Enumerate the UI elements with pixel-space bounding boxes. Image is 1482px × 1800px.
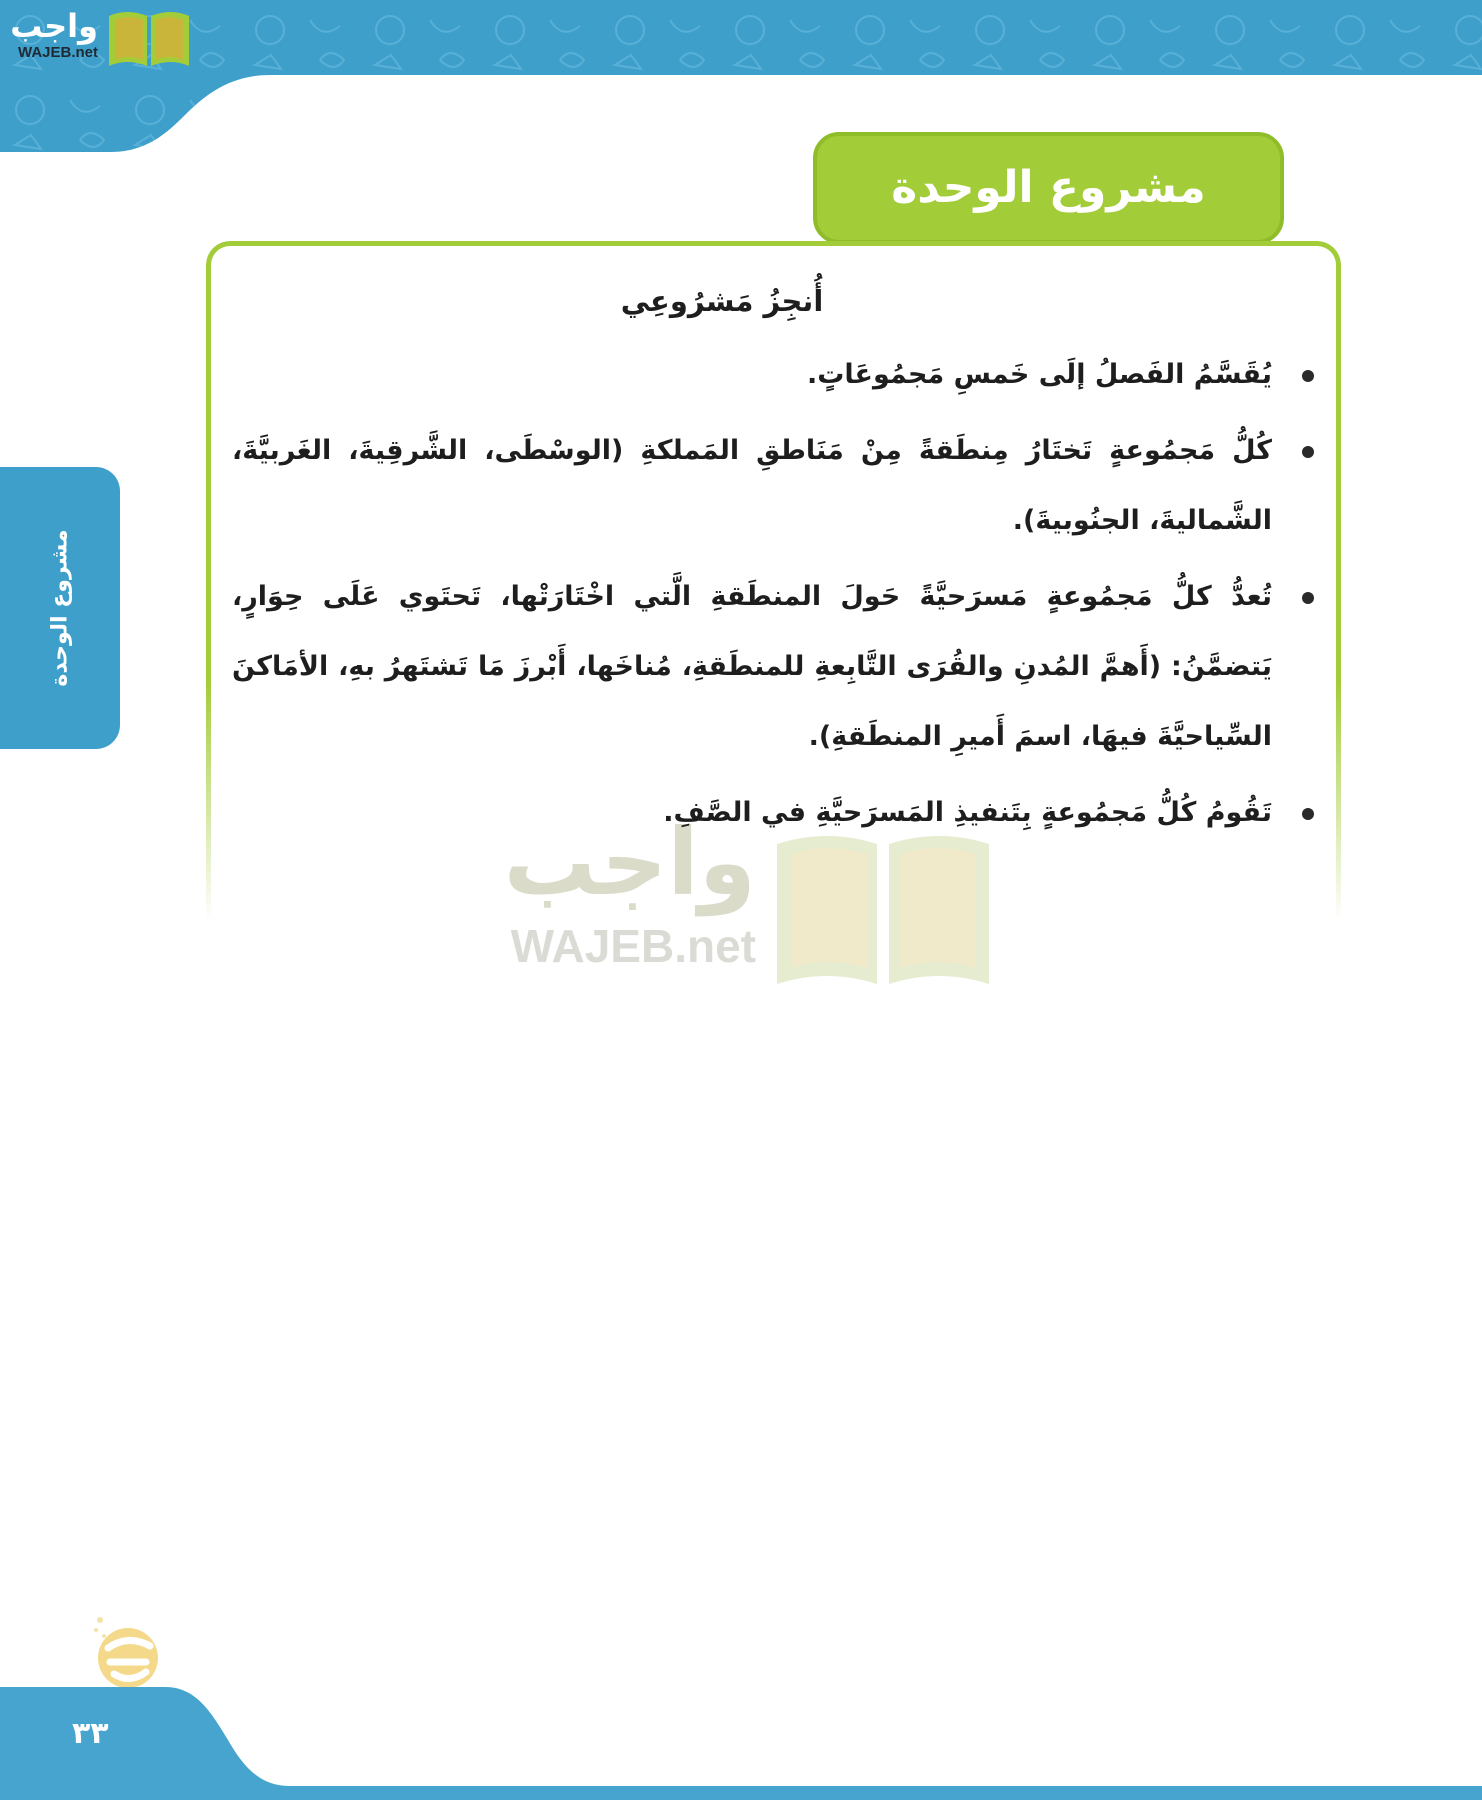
- list-item-text: كُلُّ مَجمُوعةٍ تَختَارُ مِنطَقةً مِنْ مَنَاطقِ المَملكةِ (الوسْطَى، الشَّرقِيةَ، الغَربيَّةَ، الشَّماليةَ، الجنُوبيةَ).: [232, 435, 1272, 536]
- list-item-text: تَقُومُ كُلُّ مَجمُوعةٍ بِتَنفيذِ المَسرَحيَّةِ في الصَّفِ.: [663, 797, 1272, 828]
- page-number: ٣٣: [72, 1716, 109, 1751]
- open-book-icon: [105, 8, 193, 68]
- list-item: [232, 778, 1272, 848]
- bullet-dot-icon: [1302, 808, 1314, 820]
- section-heading: أُنجِزُ مَشرُوعِي: [620, 284, 824, 318]
- list-item: [232, 340, 1272, 410]
- logo-latin-text: WAJEB.net: [17, 44, 98, 61]
- watermark-arabic-text: واجب: [503, 809, 756, 916]
- list-item: [232, 416, 1272, 556]
- list-item-text: تُعدُّ كلُّ مَجمُوعةٍ مَسرَحيَّةً حَولَ المنطَقةِ الَّتي اخْتَارَتْها، تَحتَوي عَلَى حِوَارٍ، يَتضمَّنُ: (أَهمَّ المُدنِ والقُرَى التَّابِعةِ للمنطَقةِ، مُناخَها، أَبْرزَ مَا تَشتَهرُ بهِ، الأمَاكنَ السِّياحيَّةَ فيهَا، اسمَ أَميرِ المنطَقةِ).: [232, 581, 1272, 752]
- bullet-dot-icon: [1302, 370, 1314, 382]
- footer-band: [0, 1680, 1482, 1800]
- side-section-tab: [0, 467, 120, 749]
- project-content: [232, 270, 1272, 854]
- bullet-dot-icon: [1302, 446, 1314, 458]
- unit-project-title-tab: [813, 132, 1284, 244]
- list-item: [232, 562, 1272, 772]
- list-item-text: يُقَسَّمُ الفَصلُ إلَى خَمسِ مَجمُوعَاتٍ.: [807, 359, 1272, 390]
- wajeb-logo[interactable]: [8, 6, 193, 68]
- side-tab-label: مشروع الوحدة: [47, 529, 73, 687]
- project-steps-list: [232, 340, 1272, 848]
- page-title: مشروع الوحدة: [891, 162, 1206, 213]
- logo-arabic-text: واجب: [10, 7, 98, 45]
- bullet-dot-icon: [1302, 592, 1314, 604]
- watermark-latin-text: WAJEB.net: [510, 920, 756, 972]
